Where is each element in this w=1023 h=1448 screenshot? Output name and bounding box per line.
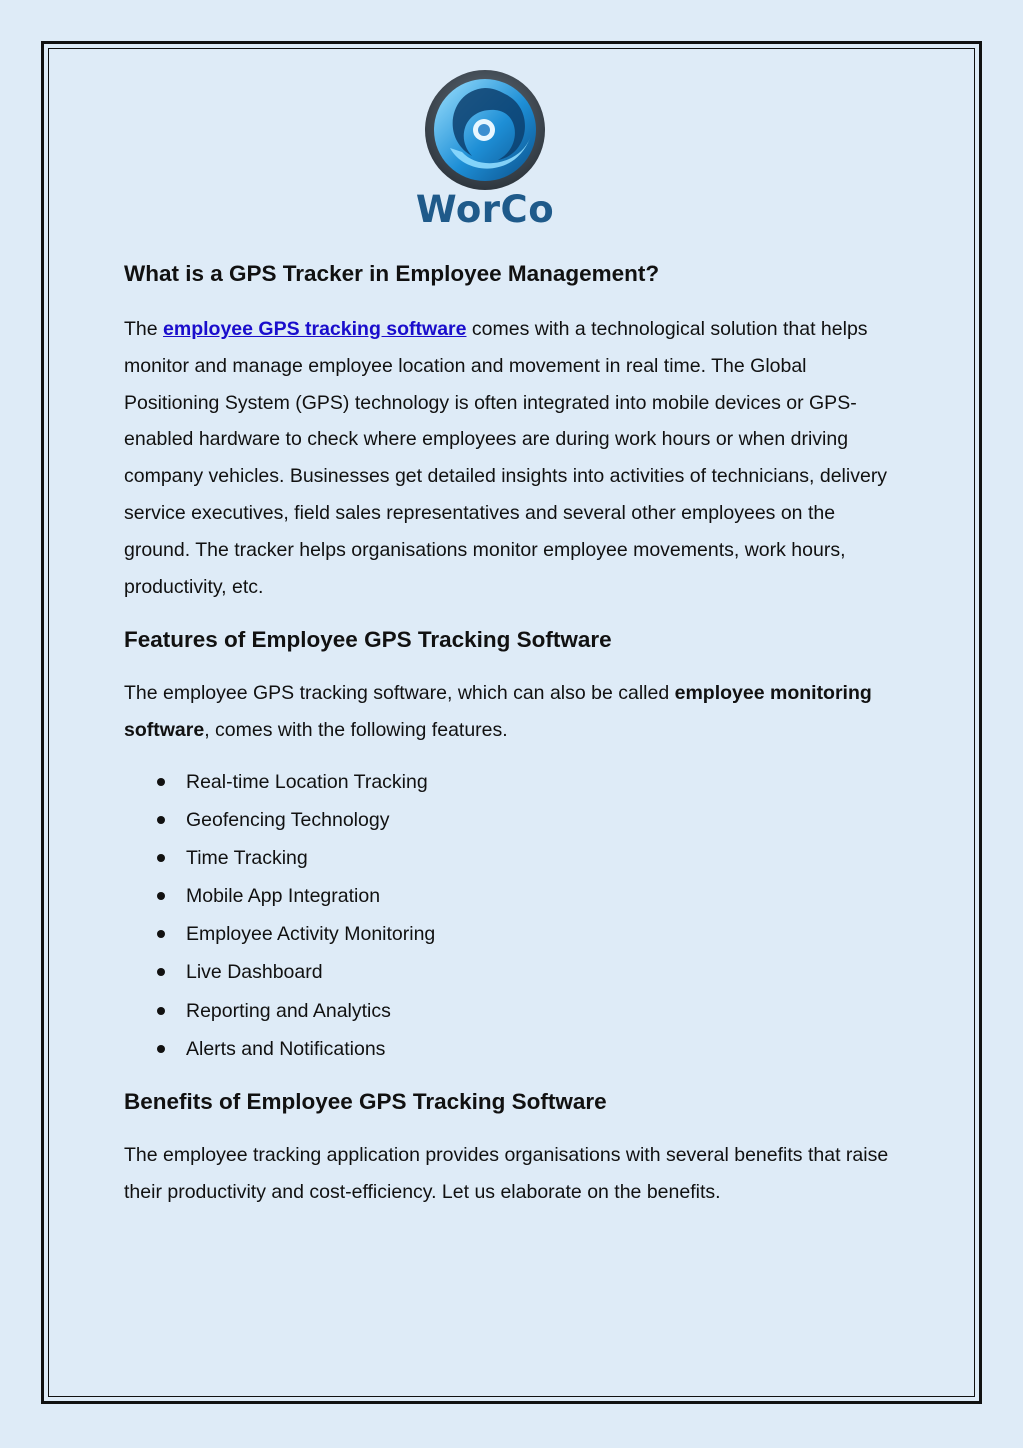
swirl-logo-icon [410,68,560,198]
features-intro-bold: employee monitoring software [124,682,872,742]
bullet-icon [157,892,165,900]
list-item [124,801,904,839]
section-heading-features: Features of Employee GPS Tracking Software [124,627,612,653]
list-item [124,877,904,915]
bullet-icon [157,854,165,862]
feature-label: Employee Activity Monitoring [186,923,436,946]
section-heading-benefits: Benefits of Employee GPS Tracking Software [124,1088,607,1114]
section-heading-what-is: What is a GPS Tracker in Employee Management? [124,261,660,286]
list-item [124,992,904,1030]
intro-paragraph [124,311,904,605]
feature-label: Mobile App Integration [186,885,381,908]
feature-label: Live Dashboard [186,961,323,984]
list-item [124,915,904,953]
feature-label: Geofencing Technology [186,809,390,832]
bullet-icon [157,778,165,786]
bullet-icon [157,1007,165,1015]
features-list [124,763,904,1068]
feature-label: Alerts and Notifications [186,1037,386,1060]
list-item [124,1030,904,1068]
bullet-icon [157,1045,165,1053]
worco-logo [410,68,570,238]
benefits-paragraph: The employee tracking application provides organisations with several benefits that raise their productivity and cost-efficiency. Let us elaborate on the benefits. [124,1143,889,1203]
article-content [124,256,904,1210]
logo-wordmark: WorCo [415,188,555,231]
intro-prefix: The [124,318,164,340]
bullet-icon [157,968,165,976]
features-intro-prefix: The employee GPS tracking software, which can also be called [124,682,675,705]
intro-rest: comes with a technological solution that helps monitor and manage employee location and movement in real time. The Global Positioning System (GPS) technology is often integrated into mobile devices or GPS-enabled hardware to check where employees are during work hours or when driving company vehicles. Businesses get detailed insights into activities of technicians, delivery service executives, field sales representatives and several other employees on the ground. The tracker helps organisations monitor employee movements, work hours, productivity, etc. [124,318,888,598]
list-item [124,953,904,991]
features-intro-paragraph [124,675,904,749]
feature-label: Time Tracking [186,847,308,870]
feature-label: Real-time Location Tracking [186,770,428,793]
list-item [124,763,904,801]
gps-tracking-software-link[interactable]: employee GPS tracking software [163,318,467,340]
feature-label: Reporting and Analytics [186,999,391,1022]
bullet-icon [157,930,165,938]
list-item [124,839,904,877]
bullet-icon [157,816,165,824]
features-intro-suffix: , comes with the following features. [204,719,508,742]
